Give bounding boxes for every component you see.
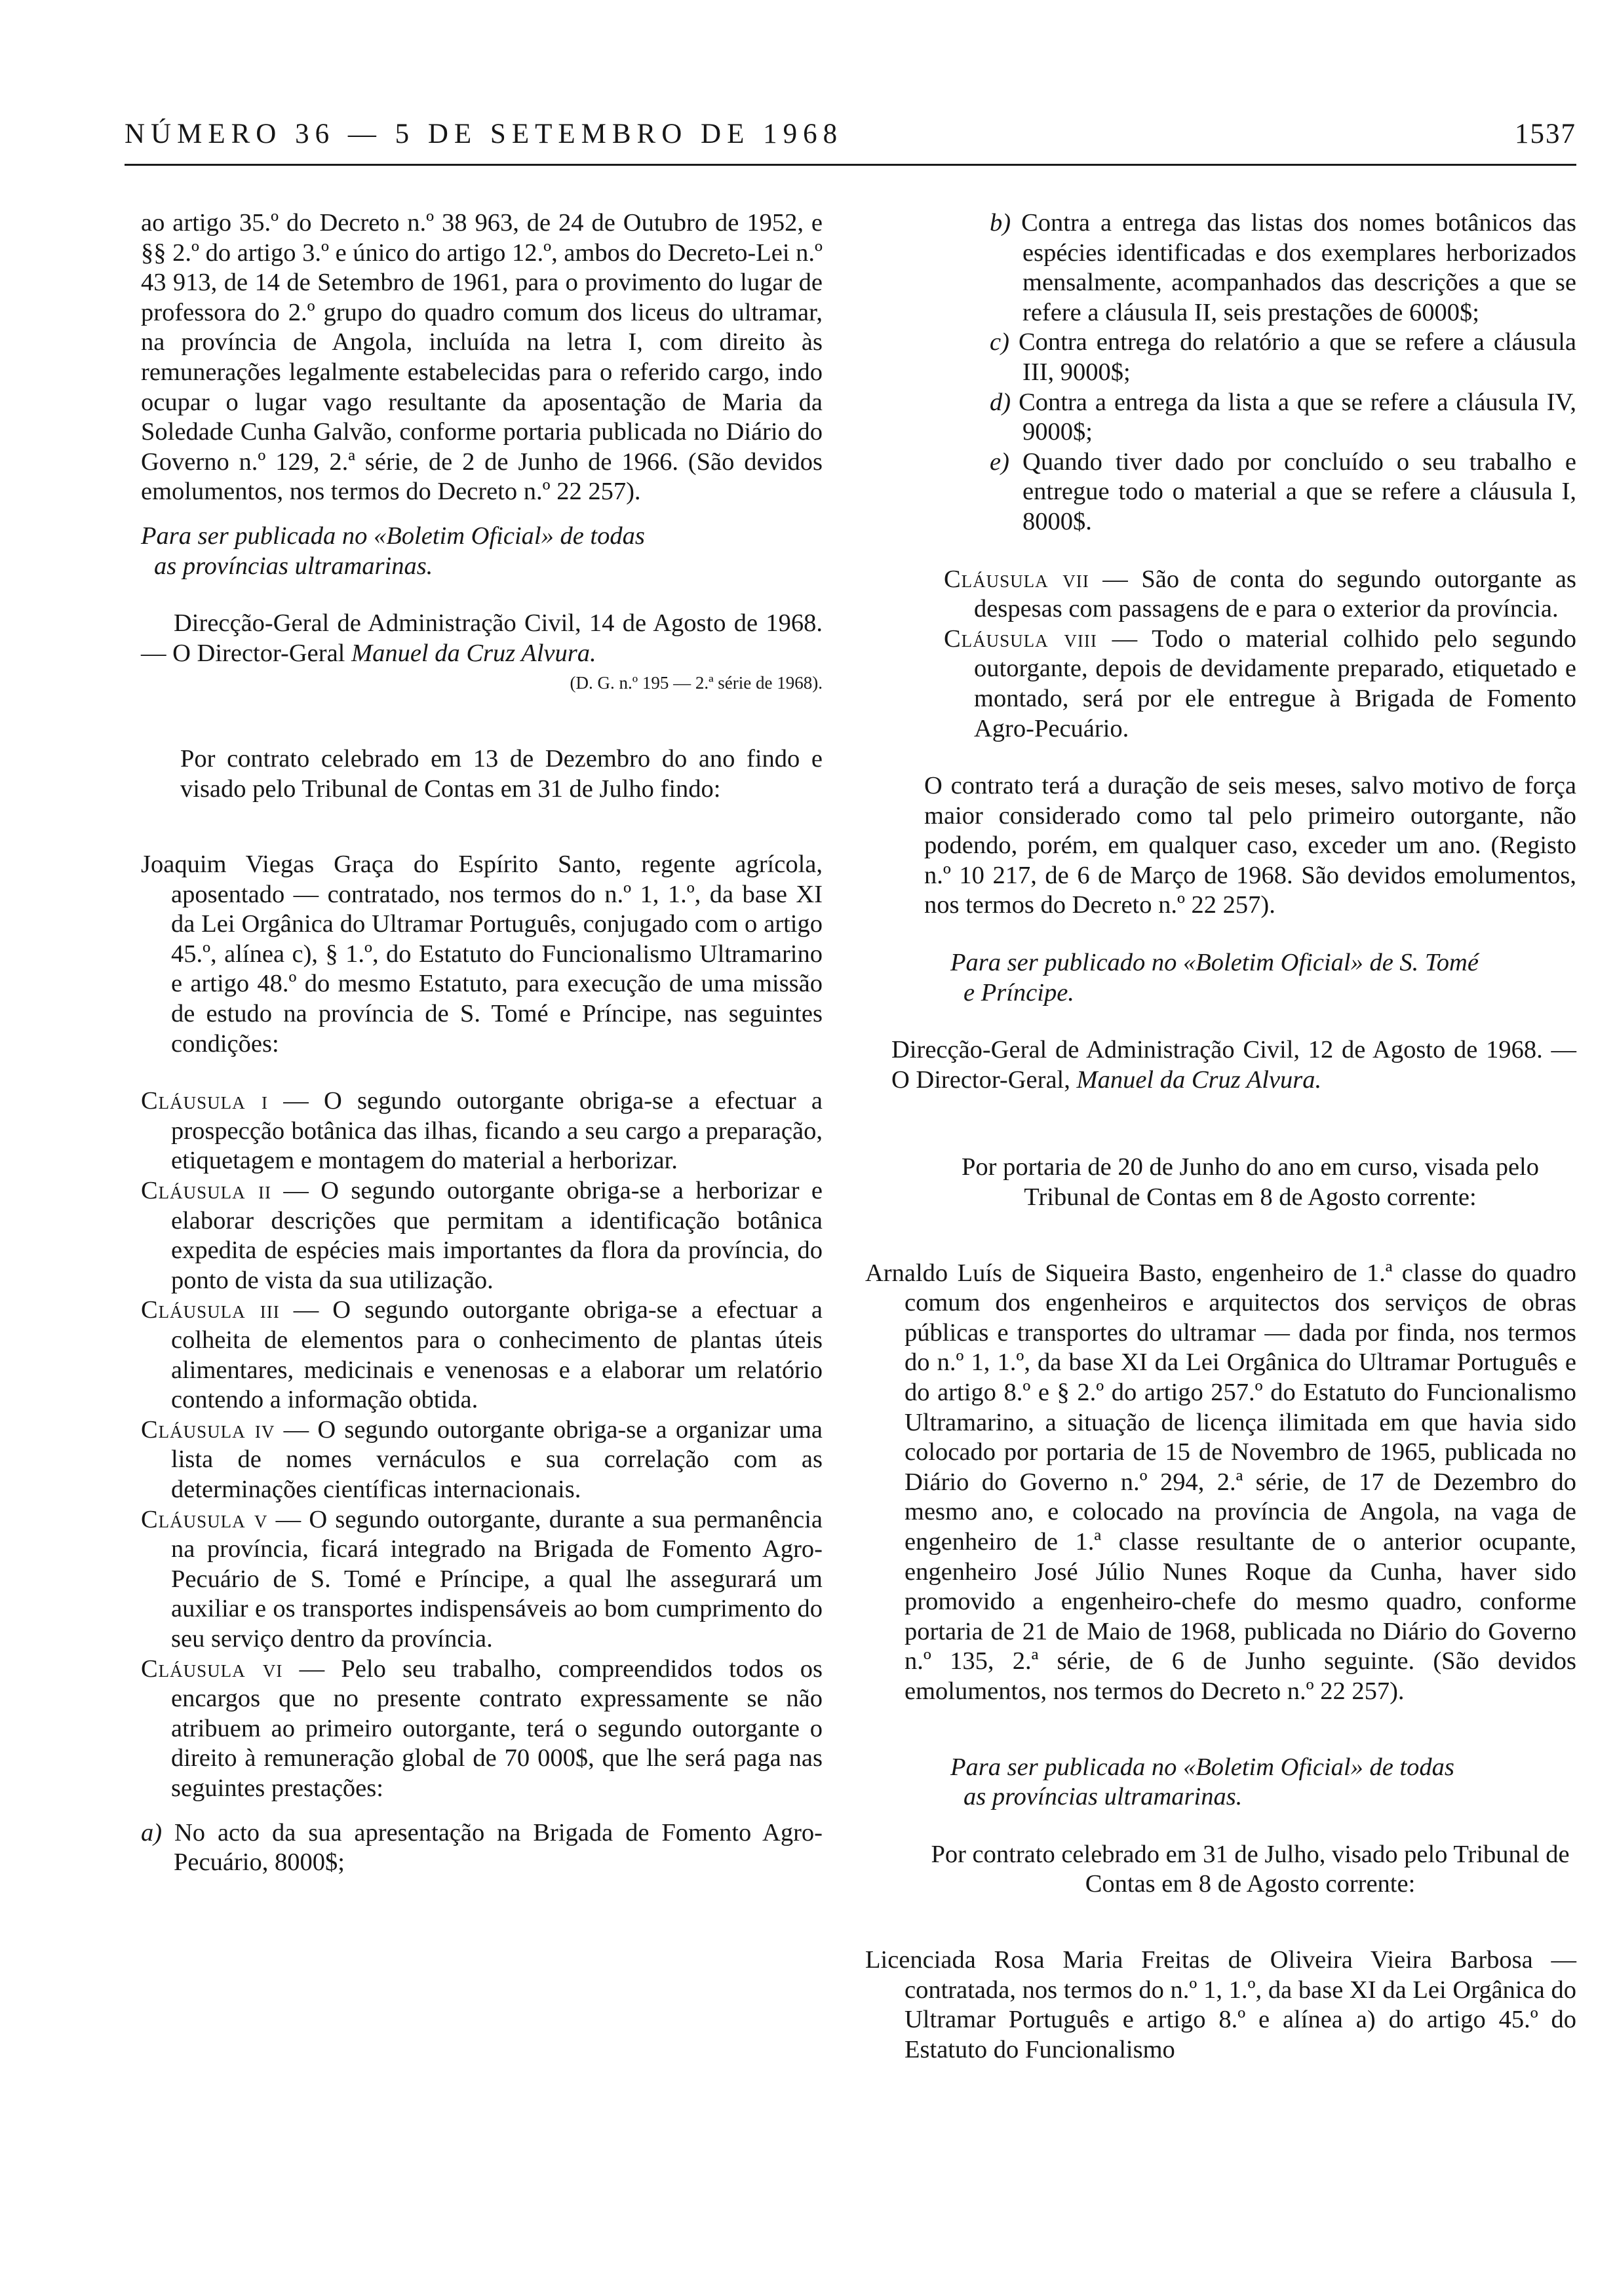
contract-intro: Por contrato celebrado em 13 de Dezembro do ano findo e visado pelo Tribunal de Contas em 31 de Julho findo: (180, 744, 823, 803)
right-column (865, 208, 1576, 2065)
clause-6-label: Cláusula vi (141, 1655, 283, 1683)
payment-item-d-label: d) (990, 388, 1011, 416)
clause-2 (141, 1176, 823, 1295)
payment-item-e (990, 448, 1576, 537)
clause-3-text: — O segundo outorgante obriga-se a efectuar a colheita de elementos para o conhecimento de plantas úteis alimentares, medicinais e venenosas e a elaborar um relatório contendo a informação obtida. (171, 1296, 823, 1414)
portaria-entry-arnaldo: Arnaldo Luís de Siqueira Basto, engenheiro de 1.ª classe do quadro comum dos engenheiros e arquitectos dos serviços de obras públicas e transportes do ultramar — dada por finda, nos termos do n.º 1, 1.º, da base XI da Lei Orgânica do Ultramar Português e do artigo 8.º e § 2.º do artigo 257.º do Estatuto do Funcionalismo Ultramarino, a situação de licença ilimitada em que havia sido colocado por portaria de 15 de Novembro de 1965, publicada no Diário do Governo n.º 294, 2.ª série, de 17 de Dezembro do mesmo ano, e colocado na província de Angola, na vaga de engenheiro de 1.ª classe resultante de o anterior ocupante, engenheiro José Júlio Nunes Roque da Cunha, haver sido promovido a engenheiro-chefe do mesmo quadro, conforme portaria de 21 de Maio de 1968, publicada no Diário do Governo n.º 135, 2.ª série, de 6 de Junho seguinte. (São devidos emolumentos, nos termos do Decreto n.º 22 257). (865, 1259, 1576, 1705)
clause-8-text: — Todo o material colhido pelo segundo outorgante, depois de devidamente preparado, etiquetado e montado, será por ele entregue à Brigada de Fomento Agro-Pecuário. (974, 624, 1576, 742)
gazette-reference: (D. G. n.º 195 — 2.ª série de 1968). (570, 673, 823, 693)
contract-duration: O contrato terá a duração de seis meses, salvo motivo de força maior considerado como tal pelo primeiro outorgante, não podendo, porém, em qualquer caso, exceder um ano. (Registo n.º 10 217, de 6 de Março de 1968. São devidos emolumentos, nos termos do Decreto n.º 22 257). (924, 772, 1576, 919)
clause-8 (944, 624, 1576, 744)
publication-note (141, 522, 823, 581)
payment-item-a (141, 1818, 823, 1878)
paragraph-continuation: ao artigo 35.º do Decreto n.º 38 963, de 24 de Outubro de 1952, e §§ 2.º do artigo 3.º e único do artigo 12.º, ambos do Decreto-Lei n.º 43 913, de 14 de Setembro de 1961, para o provimento do lugar de professora do 2.º grupo do quadro comum dos liceus do ultramar, na província de Angola, incluída na letra I, com direito às remunerações legalmente estabelecidas para o referido cargo, indo ocupar o lugar vago resultante da aposentação de Maria da Soledade Cunha Galvão, conforme portaria publicada no Diário do Governo n.º 129, 2.ª série, de 2 de Junho de 1966. (São devidos emolumentos, nos termos do Decreto n.º 22 257). (141, 209, 823, 506)
signature-text: Direcção-Geral de Administração Civil, 14 de Agosto de 1968. — O Director-Geral (141, 609, 823, 667)
payment-item-c-label: c) (990, 328, 1009, 356)
signature-line (141, 609, 823, 668)
clause-1-label: Cláusula i (141, 1087, 268, 1115)
page-header (125, 111, 1576, 166)
signatory-name: Manuel da Cruz Alvura. (351, 639, 596, 667)
payment-item-a-label: a) (141, 1818, 163, 1846)
clause-7 (944, 565, 1576, 624)
clause-5-text: — O segundo outorgante, durante a sua permanência na província, ficará integrado na Brigada de Fomento Agro-Pecuário de S. Tomé e Príncipe, a qual lhe assegurará um auxiliar e os transportes indispensáveis ao bom cumprimento do seu serviço dentro da província. (171, 1505, 823, 1653)
clause-7-label: Cláusula vii (944, 565, 1089, 593)
payment-item-d (990, 388, 1576, 448)
signatory-name-2: Manuel da Cruz Alvura. (1076, 1065, 1322, 1094)
left-column (141, 208, 823, 1878)
contract2-intro: Por contrato celebrado em 31 de Julho, visado pelo Tribunal de Contas em 8 de Agosto corrente: (931, 1840, 1570, 1898)
payment-item-d-text: Contra a entrega da lista a que se refere a cláusula IV, 9000$; (1011, 388, 1576, 446)
clause-7-text: — São de conta do segundo outorgante as despesas com passagens de e para o exterior da província. (974, 565, 1576, 623)
clause-5 (141, 1505, 823, 1655)
clause-6 (141, 1655, 823, 1804)
clause-4-label: Cláusula iv (141, 1415, 275, 1444)
publication-note-3-line2: as províncias ultramarinas. (963, 1783, 1243, 1811)
payment-item-c (990, 328, 1576, 387)
payment-item-b-text: Contra a entrega das listas dos nomes botânicos das espécies identificadas e dos exemplares herborizados mensalmente, acompanhados das descrições a que se refere a cláusula II, seis prestações de 6000$; (1011, 209, 1576, 326)
contract-entry-joaquim: Joaquim Viegas Graça do Espírito Santo, regente agrícola, aposentado — contratado, nos termos do n.º 1, 1.º, da base XI da Lei Orgânica do Ultramar Português, conjugado com o artigo 45.º, alínea c), § 1.º, do Estatuto do Funcionalismo Ultramarino e artigo 48.º do mesmo Estatuto, para execução de uma missão de estudo na província de S. Tomé e Príncipe, nas seguintes condições: (141, 851, 823, 1058)
payment-item-e-text: Quando tiver dado por concluído o seu trabalho e entregue todo o material a que se refere a cláusula I, 8000$. (1009, 448, 1576, 535)
clause-1-text: — O segundo outorgante obriga-se a efectuar a prospecção botânica das ilhas, ficando a seu cargo a preparação, etiquetagem e montagem do material a herborizar. (171, 1087, 823, 1175)
issue-title: NÚMERO 36 — 5 DE SETEMBRO DE 1968 (125, 119, 844, 149)
clause-3-label: Cláusula iii (141, 1296, 280, 1324)
clause-4 (141, 1415, 823, 1505)
portaria-intro: Por portaria de 20 de Junho do ano em curso, visada pelo Tribunal de Contas em 8 de Agosto corrente: (961, 1153, 1539, 1212)
clause-2-text: — O segundo outorgante obriga-se a herborizar e elaborar descrições que permitam a identificação botânica expedita de espécies mais importantes da flora da província, do ponto de vista da sua utilização. (171, 1177, 823, 1294)
signature-line-2 (891, 1035, 1576, 1095)
payment-item-b (990, 208, 1576, 328)
signature-text-2: Direcção-Geral de Administração Civil, 12 de Agosto de 1968. — O Director-Geral, (891, 1036, 1576, 1094)
page-number: 1537 (1515, 119, 1576, 149)
payment-item-b-label: b) (990, 209, 1011, 237)
clause-1 (141, 1086, 823, 1176)
publication-note-3 (950, 1753, 1576, 1812)
clause-6-text: — Pelo seu trabalho, compreendidos todos os encargos que no presente contrato expressamente se não atribuem ao primeiro outorgante, terá o segundo outorgante o direito à remuneração global de 70 000$, que lhe será paga nas seguintes prestações: (171, 1655, 823, 1802)
clause-3 (141, 1295, 823, 1415)
publication-note-2-line1: Para ser publicado no «Boletim Oficial» de S. Tomé (950, 949, 1479, 977)
clause-5-label: Cláusula v (141, 1505, 268, 1533)
payment-item-e-label: e) (990, 448, 1009, 476)
clause-8-label: Cláusula viii (944, 624, 1097, 653)
publication-note-3-line1: Para ser publicada no «Boletim Oficial» de todas (950, 1753, 1454, 1781)
clause-4-text: — O segundo outorgante obriga-se a organizar uma lista de nomes vernáculos e sua correlação com as determinações científicas internacionais. (171, 1415, 823, 1503)
publication-note-2 (950, 948, 1576, 1008)
contract-entry-rosa: Licenciada Rosa Maria Freitas de Oliveira Vieira Barbosa — contratada, nos termos do n.º 1, 1.º, da base XI da Lei Orgânica do Ultramar Português e artigo 8.º e alínea a) do artigo 45.º do Estatuto do Funcionalismo (865, 1945, 1576, 2063)
payment-item-a-text: No acto da sua apresentação na Brigada de Fomento Agro-Pecuário, 8000$; (162, 1818, 823, 1877)
clause-2-label: Cláusula ii (141, 1177, 272, 1205)
payment-item-c-text: Contra entrega do relatório a que se refere a cláusula III, 9000$; (1009, 328, 1576, 386)
publication-note-2-line2: e Príncipe. (963, 978, 1074, 1006)
publication-note-line1: Para ser publicada no «Boletim Oficial» de todas (141, 522, 645, 550)
publication-note-line2: as províncias ultramarinas. (154, 552, 433, 580)
